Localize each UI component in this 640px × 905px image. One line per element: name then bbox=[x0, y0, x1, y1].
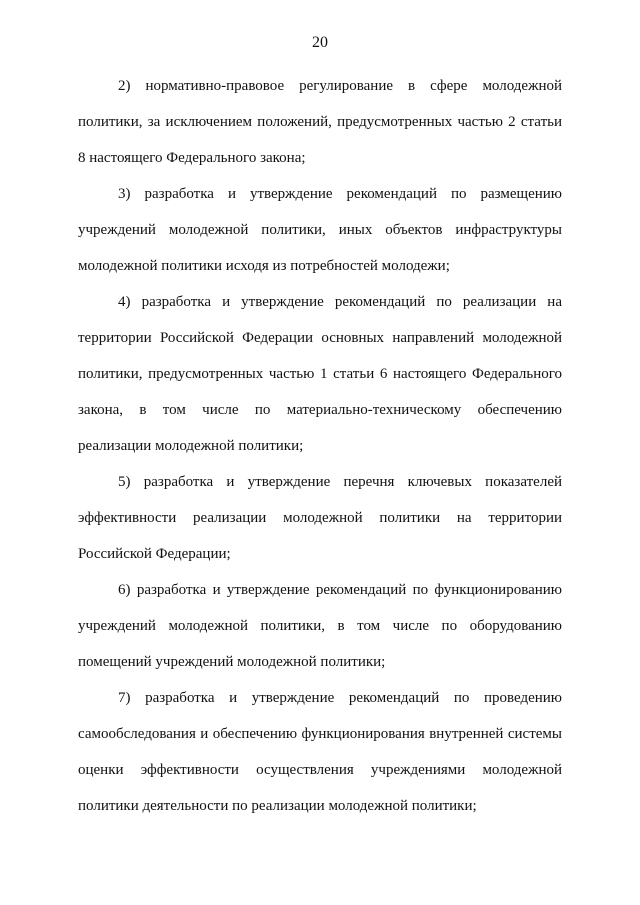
list-item-4: 4) разработка и утверждение рекомендаций по реализации на территории Российской Федерации основных направлений молодежной политики, предусмотренных частью 1 статьи 6 настоящего Федерального закона, в том числе по материально-техническому обеспечению реализации молодежной политики; bbox=[78, 294, 562, 454]
page-number: 20 bbox=[312, 34, 328, 51]
list-item-7: 7) разработка и утверждение рекомендаций по проведению самообследования и обеспечению функционирования внутренней системы оценки эффективности осуществления учреждениями молодежной политики деятельности по реализации молодежной политики; bbox=[78, 690, 562, 814]
list-item-3: 3) разработка и утверждение рекомендаций по размещению учреждений молодежной политики, иных объектов инфраструктуры молодежной политики исходя из потребностей молодежи; bbox=[78, 186, 562, 274]
list-item-6: 6) разработка и утверждение рекомендаций по функционированию учреждений молодежной политики, в том числе по оборудованию помещений учреждений молодежной политики; bbox=[78, 582, 562, 670]
document-body bbox=[78, 68, 562, 824]
list-item-2: 2) нормативно-правовое регулирование в сфере молодежной политики, за исключением положений, предусмотренных частью 2 статьи 8 настоящего Федерального закона; bbox=[78, 78, 562, 166]
list-item-5: 5) разработка и утверждение перечня ключевых показателей эффективности реализации молодежной политики на территории Российской Федерации; bbox=[78, 474, 562, 562]
